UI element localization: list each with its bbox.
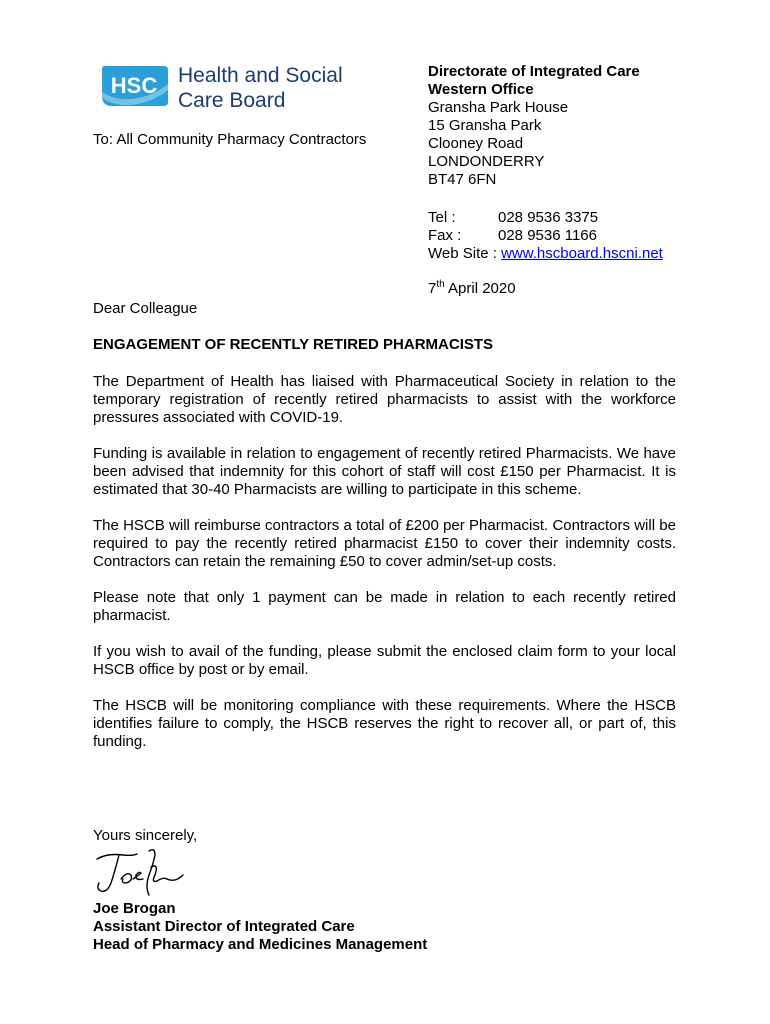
date-suffix: th	[436, 279, 445, 290]
body-paragraph: The Department of Health has liaised with Pharmaceutical Society in relation to the temporary registration of recently retired pharmacists to assist with the workforce pressures associated with COVID-19.	[93, 373, 676, 426]
fax-label: Fax :	[428, 227, 462, 244]
office-name: Western Office	[428, 81, 534, 98]
address-line: BT47 6FN	[428, 171, 497, 188]
recipient-line: To: All Community Pharmacy Contractors	[93, 131, 367, 148]
handwritten-signature	[93, 845, 203, 900]
website-label: Web Site :	[428, 245, 502, 262]
logo-badge-text: HSC	[110, 73, 158, 98]
contact-details	[428, 209, 663, 263]
signatory-title: Assistant Director of Integrated Care	[93, 918, 355, 935]
logo-wordmark	[178, 63, 343, 113]
hsc-logo-icon	[98, 62, 170, 108]
address-line: Clooney Road	[428, 135, 524, 152]
website-row	[428, 245, 663, 263]
tel-label: Tel :	[428, 209, 456, 226]
date-day: 7	[428, 280, 437, 297]
letter-body	[93, 373, 676, 769]
body-paragraph: The HSCB will be monitoring compliance with these requirements. Where the HSCB identifies failure to comply, the HSCB reserves the right to recover all, or part of, this funding.	[93, 697, 676, 750]
logo-line-2: Care Board	[178, 89, 286, 112]
directorate-name: Directorate of Integrated Care	[428, 63, 640, 80]
body-paragraph: The HSCB will reimburse contractors a total of £200 per Pharmacist. Contractors will be required to pay the recently retired pharmacist £150 to cover their indemnity costs. Contractors can retain the remaining £50 to cover admin/set-up costs.	[93, 517, 676, 570]
date-month-year: April 2020	[444, 280, 516, 297]
tel-number: 028 9536 3375	[498, 209, 599, 226]
salutation: Dear Colleague	[93, 300, 198, 317]
letter-heading: ENGAGEMENT OF RECENTLY RETIRED PHARMACISTS	[93, 336, 494, 353]
signatory-block	[93, 900, 427, 954]
address-line: LONDONDERRY	[428, 153, 545, 170]
signatory-title: Head of Pharmacy and Medicines Management	[93, 936, 428, 953]
tel-row	[428, 209, 663, 227]
closing: Yours sincerely,	[93, 827, 198, 844]
letter-date	[428, 280, 516, 298]
hscb-logo	[98, 62, 368, 112]
fax-row	[428, 227, 663, 245]
logo-line-1: Health and Social	[178, 64, 343, 87]
signatory-name: Joe Brogan	[93, 900, 176, 917]
website-link[interactable]: www.hscboard.hscni.net	[501, 245, 663, 262]
address-line: 15 Gransha Park	[428, 117, 542, 134]
body-paragraph: Funding is available in relation to engagement of recently retired Pharmacists. We have been advised that indemnity for this cohort of staff will cost £150 per Pharmacist. It is estimated that 30-40 Pharmacists are willing to participate in this scheme.	[93, 445, 676, 498]
sender-address	[428, 63, 640, 189]
body-paragraph: Please note that only 1 payment can be made in relation to each recently retired pharmacist.	[93, 589, 676, 624]
body-paragraph: If you wish to avail of the funding, please submit the enclosed claim form to your local HSCB office by post or by email.	[93, 643, 676, 678]
fax-number: 028 9536 1166	[498, 227, 597, 244]
address-line: Gransha Park House	[428, 99, 569, 116]
